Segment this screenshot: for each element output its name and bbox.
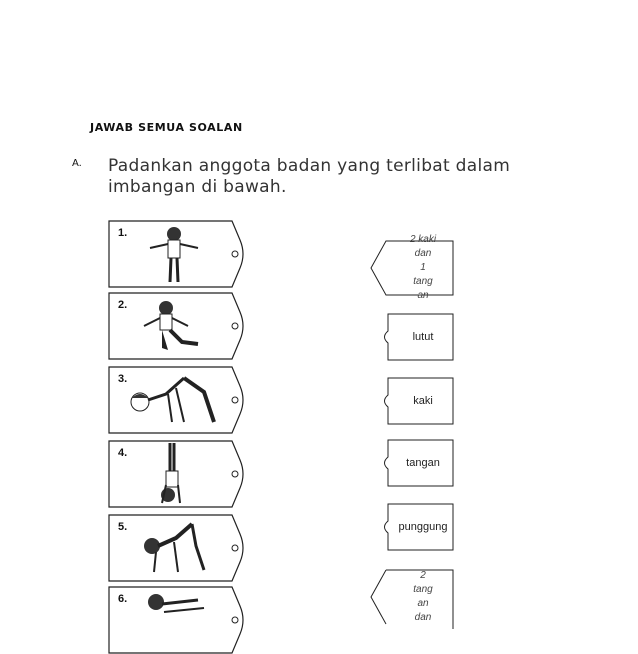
answer-tag-tangan[interactable]	[378, 439, 454, 487]
picture-card-4	[108, 440, 244, 508]
picture-card-5	[108, 514, 244, 582]
answer-line: dan	[414, 248, 432, 259]
answer-line: tang	[413, 584, 433, 595]
picture-card-6	[108, 586, 244, 654]
card-number: 2.	[118, 299, 128, 311]
answer-label: punggung	[398, 521, 448, 533]
answer-line: tang	[413, 276, 433, 287]
answer-tag-punggung[interactable]	[378, 503, 454, 551]
answer-line: dan	[414, 612, 432, 623]
question-instruction	[108, 156, 528, 198]
answer-line: 1	[420, 262, 426, 273]
kneeling-figure-icon	[138, 296, 208, 358]
picture-card-1	[108, 220, 244, 288]
answer-tag-kaki[interactable]	[378, 377, 454, 425]
answer-tag-1-text	[392, 234, 454, 301]
answer-tag-6[interactable]	[370, 569, 454, 629]
instruction-line-1: Padankan anggota badan yang terlibat dalam	[108, 156, 511, 176]
question-label: A.	[72, 158, 82, 169]
answer-tag-6-text	[392, 569, 454, 629]
handstand-figure-icon	[152, 441, 192, 507]
card-number: 6.	[118, 593, 128, 605]
bridge-figure-icon	[124, 368, 224, 432]
answer-line: an	[417, 290, 429, 301]
answer-label: kaki	[413, 395, 433, 407]
standing-figure-icon	[144, 224, 204, 286]
instruction-line-2: imbangan di bawah.	[108, 177, 287, 197]
seated-figure-icon	[138, 588, 218, 632]
answer-label: tangan	[406, 457, 440, 469]
answer-tag-lutut[interactable]	[378, 313, 454, 361]
answer-line: an	[417, 598, 429, 609]
picture-card-3	[108, 366, 244, 434]
answer-line: 2 kaki	[409, 234, 437, 245]
picture-card-2	[108, 292, 244, 360]
card-number: 3.	[118, 373, 128, 385]
card-number: 1.	[118, 227, 128, 239]
card-number: 5.	[118, 521, 128, 533]
card-number: 4.	[118, 447, 128, 459]
page-heading: JAWAB SEMUA SOALAN	[90, 121, 243, 134]
crab-figure-icon	[134, 516, 214, 580]
answer-label: lutut	[412, 331, 434, 343]
answer-tag-1[interactable]	[370, 234, 454, 301]
answer-line: 2	[420, 570, 426, 581]
